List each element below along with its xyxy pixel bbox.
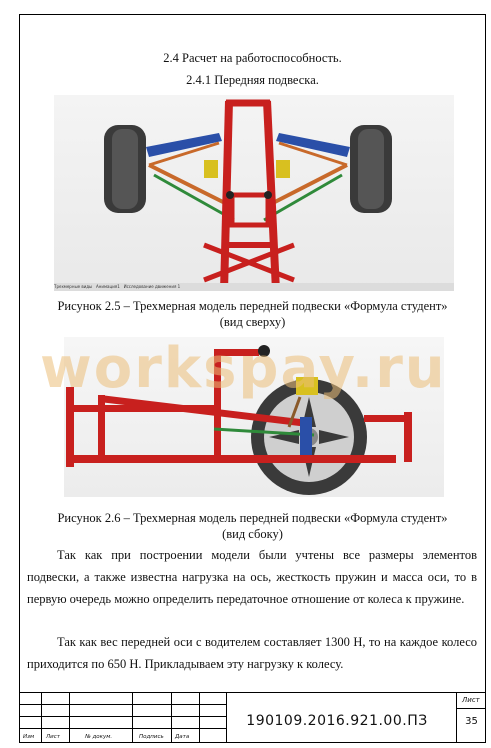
figure1-caption-line2: (вид сверху) [219, 315, 286, 329]
label-signature: Подпись [139, 734, 164, 740]
suspension-side-view-image [64, 337, 444, 497]
label-izm: Изм [23, 734, 35, 740]
subsection-heading: 2.4.1 Передняя подвеска. [186, 73, 319, 87]
figure-top-view [54, 95, 454, 291]
toolbar-tab-3d-views[interactable]: Трехмерные виды [54, 284, 93, 289]
suspension-top-view-image [54, 95, 454, 291]
document-code: 190109.2016.921.00.ПЗ [246, 713, 428, 729]
figure2-caption-line2: (вид сбоку) [222, 527, 283, 541]
watermark-text: workspay.ru [40, 336, 447, 401]
toolbar-tabs [54, 283, 180, 291]
figure2-caption-line1: Рисунок 2.6 – Трехмерная модель передней подвески «Формула студент» [57, 511, 448, 525]
section-heading: 2.4 Расчет на работоспособность. [163, 51, 342, 65]
body-paragraph-2: Так как вес передней оси с водителем составляет 1300 Н, то на каждое колесо приходится по 650 Н. Прикладываем эту нагрузку к колесу. [27, 635, 477, 671]
figure1-caption-line1: Рисунок 2.5 – Трехмерная модель передней подвески «Формула студент» [57, 299, 448, 313]
sheet-label: Лист [462, 696, 480, 704]
figure-side-view [64, 337, 444, 497]
sheet-number: 35 [465, 716, 478, 727]
label-date: Дата [175, 734, 190, 740]
toolbar-tab-motion-study[interactable]: Исследование движения 1 [123, 284, 181, 289]
toolbar-tab-animation[interactable]: Анимация1 [96, 284, 120, 289]
body-paragraph-1: Так как при построении модели были учтены все размеры элементов подвески, а также известна нагрузка на ось, жесткость пружин и масса оси, то в первую очередь можно определить передаточное отношение от колеса к пружине. [27, 548, 477, 606]
label-list: Лист [46, 734, 60, 740]
label-doc-number: № докум. [85, 734, 113, 740]
